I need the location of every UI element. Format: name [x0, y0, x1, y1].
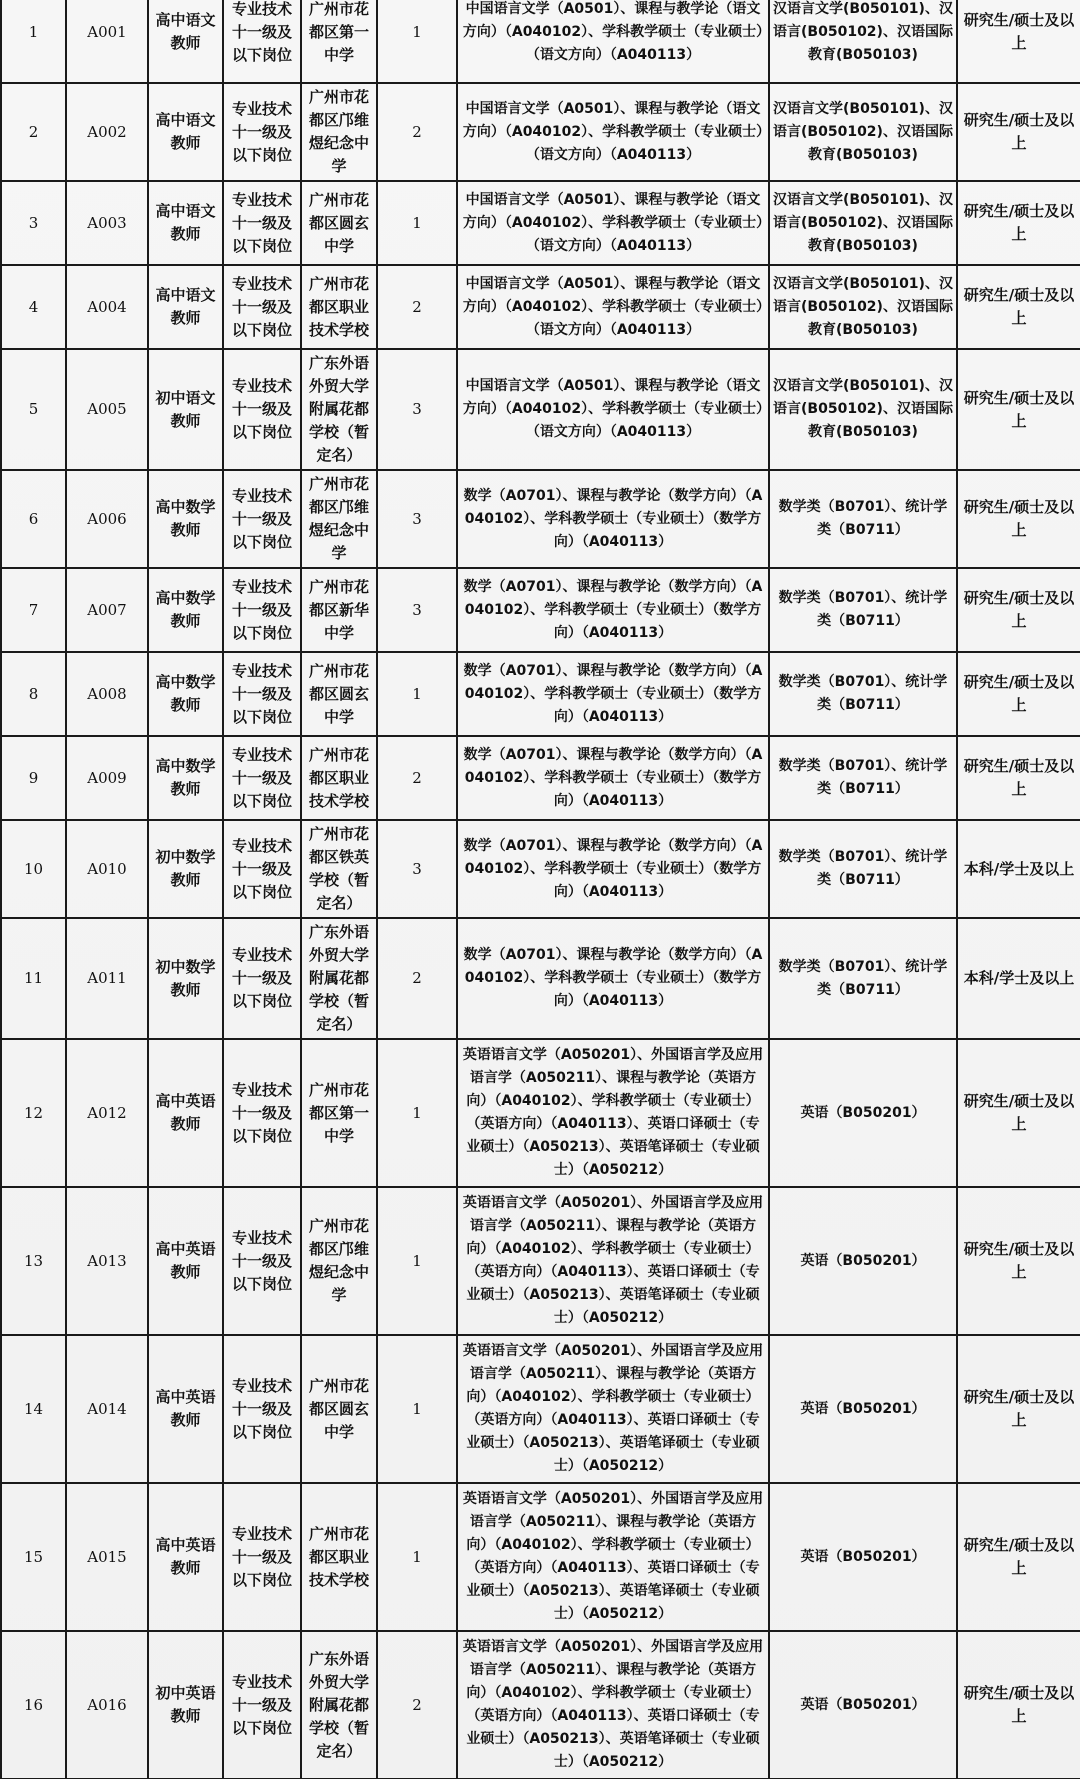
position-code-cell: A009 [66, 736, 148, 820]
school-name-cell: 广州市花都区圆玄中学 [301, 181, 377, 265]
row-number-cell: 16 [1, 1631, 66, 1779]
postgraduate-major-cell: 数学（A0701）、课程与教学论（数学方向）（A040102）、学科教学硕士（专业硕士）（数学方向）（A040113） [457, 820, 769, 918]
postgraduate-major-cell: 数学（A0701）、课程与教学论（数学方向）（A040102）、学科教学硕士（专业硕士）（数学方向）（A040113） [457, 568, 769, 652]
table-row [1, 349, 1080, 470]
degree-requirement-cell: 研究生/硕士及以上 [957, 181, 1080, 265]
row-number-cell: 9 [1, 736, 66, 820]
degree-requirement-cell: 研究生/硕士及以上 [957, 568, 1080, 652]
postgraduate-major-cell: 英语语言文学（A050201）、外国语言学及应用语言学（A050211）、课程与教学论（英语方向）（A040102）、学科教学硕士（专业硕士）（英语方向）（A040113）、英语口译硕士（专业硕士）（A050213）、英语笔译硕士（专业硕士）（A050212） [457, 1039, 769, 1187]
undergraduate-major-cell: 数学类（B0701）、统计学类（B0711） [769, 736, 957, 820]
position-level-cell: 专业技术十一级及以下岗位 [223, 736, 301, 820]
row-number-cell: 10 [1, 820, 66, 918]
position-name-cell: 高中数学教师 [148, 470, 223, 568]
undergraduate-major-cell: 数学类（B0701）、统计学类（B0711） [769, 470, 957, 568]
table-row [1, 181, 1080, 265]
hiring-count-cell: 1 [377, 1335, 457, 1483]
degree-requirement-cell: 研究生/硕士及以上 [957, 349, 1080, 470]
position-level-cell: 专业技术十一级及以下岗位 [223, 1039, 301, 1187]
row-number-cell: 5 [1, 349, 66, 470]
position-code-cell: A012 [66, 1039, 148, 1187]
position-name-cell: 高中英语教师 [148, 1187, 223, 1335]
row-number-cell: 7 [1, 568, 66, 652]
school-name-cell: 广东外语外贸大学附属花都学校（暂定名） [301, 918, 377, 1039]
row-number-cell: 8 [1, 652, 66, 736]
position-code-cell: A003 [66, 181, 148, 265]
postgraduate-major-cell: 中国语言文学（A0501）、课程与教学论（语文方向）（A040102）、学科教学硕士（专业硕士）（语文方向）（A040113） [457, 0, 769, 83]
undergraduate-major-cell: 英语（B050201） [769, 1483, 957, 1631]
position-name-cell: 高中英语教师 [148, 1039, 223, 1187]
school-name-cell: 广州市花都区邝维煜纪念中学 [301, 470, 377, 568]
postgraduate-major-cell: 英语语言文学（A050201）、外国语言学及应用语言学（A050211）、课程与教学论（英语方向）（A040102）、学科教学硕士（专业硕士）（英语方向）（A040113）、英语口译硕士（专业硕士）（A050213）、英语笔译硕士（专业硕士）（A050212） [457, 1483, 769, 1631]
hiring-count-cell: 1 [377, 181, 457, 265]
position-code-cell: A010 [66, 820, 148, 918]
position-name-cell: 高中语文教师 [148, 83, 223, 181]
position-level-cell: 专业技术十一级及以下岗位 [223, 918, 301, 1039]
table-row [1, 83, 1080, 181]
school-name-cell: 广州市花都区第一中学 [301, 0, 377, 83]
school-name-cell: 广州市花都区邝维煜纪念中学 [301, 1187, 377, 1335]
row-number-cell: 13 [1, 1187, 66, 1335]
position-level-cell: 专业技术十一级及以下岗位 [223, 181, 301, 265]
row-number-cell: 15 [1, 1483, 66, 1631]
position-level-cell: 专业技术十一级及以下岗位 [223, 470, 301, 568]
position-level-cell: 专业技术十一级及以下岗位 [223, 1187, 301, 1335]
table-row [1, 470, 1080, 568]
postgraduate-major-cell: 英语语言文学（A050201）、外国语言学及应用语言学（A050211）、课程与教学论（英语方向）（A040102）、学科教学硕士（专业硕士）（英语方向）（A040113）、英语口译硕士（专业硕士）（A050213）、英语笔译硕士（专业硕士）（A050212） [457, 1187, 769, 1335]
position-code-cell: A015 [66, 1483, 148, 1631]
position-name-cell: 初中数学教师 [148, 820, 223, 918]
position-code-cell: A014 [66, 1335, 148, 1483]
undergraduate-major-cell: 数学类（B0701）、统计学类（B0711） [769, 652, 957, 736]
undergraduate-major-cell: 英语（B050201） [769, 1631, 957, 1779]
postgraduate-major-cell: 中国语言文学（A0501）、课程与教学论（语文方向）（A040102）、学科教学硕士（专业硕士）（语文方向）（A040113） [457, 181, 769, 265]
school-name-cell: 广州市花都区职业技术学校 [301, 265, 377, 349]
row-number-cell: 4 [1, 265, 66, 349]
position-name-cell: 初中数学教师 [148, 918, 223, 1039]
table-row [1, 1483, 1080, 1631]
hiring-count-cell: 2 [377, 918, 457, 1039]
postgraduate-major-cell: 中国语言文学（A0501）、课程与教学论（语文方向）（A040102）、学科教学硕士（专业硕士）（语文方向）（A040113） [457, 349, 769, 470]
row-number-cell: 1 [1, 0, 66, 83]
undergraduate-major-cell: 数学类（B0701）、统计学类（B0711） [769, 918, 957, 1039]
position-level-cell: 专业技术十一级及以下岗位 [223, 568, 301, 652]
hiring-count-cell: 1 [377, 0, 457, 83]
row-number-cell: 6 [1, 470, 66, 568]
hiring-count-cell: 3 [377, 470, 457, 568]
row-number-cell: 11 [1, 918, 66, 1039]
row-number-cell: 3 [1, 181, 66, 265]
position-code-cell: A006 [66, 470, 148, 568]
undergraduate-major-cell: 汉语言文学(B050101)、汉语言(B050102)、汉语国际教育(B050103) [769, 0, 957, 83]
table-row [1, 0, 1080, 83]
degree-requirement-cell: 研究生/硕士及以上 [957, 1187, 1080, 1335]
hiring-count-cell: 2 [377, 1631, 457, 1779]
position-name-cell: 初中英语教师 [148, 1631, 223, 1779]
table-row [1, 918, 1080, 1039]
hiring-count-cell: 2 [377, 83, 457, 181]
school-name-cell: 广州市花都区职业技术学校 [301, 1483, 377, 1631]
degree-requirement-cell: 本科/学士及以上 [957, 918, 1080, 1039]
position-name-cell: 高中数学教师 [148, 652, 223, 736]
hiring-count-cell: 1 [377, 1187, 457, 1335]
postgraduate-major-cell: 数学（A0701）、课程与教学论（数学方向）（A040102）、学科教学硕士（专业硕士）（数学方向）（A040113） [457, 918, 769, 1039]
position-name-cell: 高中语文教师 [148, 265, 223, 349]
school-name-cell: 广州市花都区圆玄中学 [301, 1335, 377, 1483]
undergraduate-major-cell: 英语（B050201） [769, 1039, 957, 1187]
postgraduate-major-cell: 数学（A0701）、课程与教学论（数学方向）（A040102）、学科教学硕士（专业硕士）（数学方向）（A040113） [457, 470, 769, 568]
undergraduate-major-cell: 英语（B050201） [769, 1335, 957, 1483]
postgraduate-major-cell: 中国语言文学（A0501）、课程与教学论（语文方向）（A040102）、学科教学硕士（专业硕士）（语文方向）（A040113） [457, 83, 769, 181]
school-name-cell: 广州市花都区新华中学 [301, 568, 377, 652]
table-row [1, 568, 1080, 652]
row-number-cell: 2 [1, 83, 66, 181]
position-name-cell: 高中英语教师 [148, 1483, 223, 1631]
undergraduate-major-cell: 汉语言文学(B050101)、汉语言(B050102)、汉语国际教育(B050103) [769, 349, 957, 470]
degree-requirement-cell: 研究生/硕士及以上 [957, 652, 1080, 736]
table-row [1, 1335, 1080, 1483]
position-level-cell: 专业技术十一级及以下岗位 [223, 265, 301, 349]
undergraduate-major-cell: 英语（B050201） [769, 1187, 957, 1335]
row-number-cell: 12 [1, 1039, 66, 1187]
position-code-cell: A008 [66, 652, 148, 736]
table-row [1, 265, 1080, 349]
position-level-cell: 专业技术十一级及以下岗位 [223, 349, 301, 470]
school-name-cell: 广东外语外贸大学附属花都学校（暂定名） [301, 349, 377, 470]
row-number-cell: 14 [1, 1335, 66, 1483]
postgraduate-major-cell: 英语语言文学（A050201）、外国语言学及应用语言学（A050211）、课程与教学论（英语方向）（A040102）、学科教学硕士（专业硕士）（英语方向）（A040113）、英语口译硕士（专业硕士）（A050213）、英语笔译硕士（专业硕士）（A050212） [457, 1335, 769, 1483]
postgraduate-major-cell: 中国语言文学（A0501）、课程与教学论（语文方向）（A040102）、学科教学硕士（专业硕士）（语文方向）（A040113） [457, 265, 769, 349]
hiring-count-cell: 3 [377, 568, 457, 652]
position-code-cell: A002 [66, 83, 148, 181]
table-row [1, 1187, 1080, 1335]
school-name-cell: 广东外语外贸大学附属花都学校（暂定名） [301, 1631, 377, 1779]
postgraduate-major-cell: 英语语言文学（A050201）、外国语言学及应用语言学（A050211）、课程与教学论（英语方向）（A040102）、学科教学硕士（专业硕士）（英语方向）（A040113）、英语口译硕士（专业硕士）（A050213）、英语笔译硕士（专业硕士）（A050212） [457, 1631, 769, 1779]
position-code-cell: A005 [66, 349, 148, 470]
hiring-count-cell: 1 [377, 1039, 457, 1187]
postgraduate-major-cell: 数学（A0701）、课程与教学论（数学方向）（A040102）、学科教学硕士（专业硕士）（数学方向）（A040113） [457, 652, 769, 736]
position-code-cell: A011 [66, 918, 148, 1039]
degree-requirement-cell: 研究生/硕士及以上 [957, 470, 1080, 568]
position-level-cell: 专业技术十一级及以下岗位 [223, 1483, 301, 1631]
position-level-cell: 专业技术十一级及以下岗位 [223, 1631, 301, 1779]
postgraduate-major-cell: 数学（A0701）、课程与教学论（数学方向）（A040102）、学科教学硕士（专业硕士）（数学方向）（A040113） [457, 736, 769, 820]
school-name-cell: 广州市花都区职业技术学校 [301, 736, 377, 820]
undergraduate-major-cell: 汉语言文学(B050101)、汉语言(B050102)、汉语国际教育(B050103) [769, 83, 957, 181]
position-code-cell: A007 [66, 568, 148, 652]
degree-requirement-cell: 本科/学士及以上 [957, 820, 1080, 918]
undergraduate-major-cell: 数学类（B0701）、统计学类（B0711） [769, 820, 957, 918]
position-level-cell: 专业技术十一级及以下岗位 [223, 1335, 301, 1483]
table-row [1, 736, 1080, 820]
undergraduate-major-cell: 汉语言文学(B050101)、汉语言(B050102)、汉语国际教育(B050103) [769, 181, 957, 265]
position-level-cell: 专业技术十一级及以下岗位 [223, 820, 301, 918]
position-name-cell: 高中语文教师 [148, 181, 223, 265]
degree-requirement-cell: 研究生/硕士及以上 [957, 265, 1080, 349]
position-name-cell: 高中语文教师 [148, 0, 223, 83]
degree-requirement-cell: 研究生/硕士及以上 [957, 83, 1080, 181]
table-row [1, 1039, 1080, 1187]
degree-requirement-cell: 研究生/硕士及以上 [957, 736, 1080, 820]
undergraduate-major-cell: 汉语言文学(B050101)、汉语言(B050102)、汉语国际教育(B050103) [769, 265, 957, 349]
position-level-cell: 专业技术十一级及以下岗位 [223, 652, 301, 736]
hiring-count-cell: 1 [377, 652, 457, 736]
school-name-cell: 广州市花都区第一中学 [301, 1039, 377, 1187]
hiring-count-cell: 3 [377, 820, 457, 918]
position-name-cell: 初中语文教师 [148, 349, 223, 470]
school-name-cell: 广州市花都区邝维煜纪念中学 [301, 83, 377, 181]
position-code-cell: A016 [66, 1631, 148, 1779]
school-name-cell: 广州市花都区圆玄中学 [301, 652, 377, 736]
degree-requirement-cell: 研究生/硕士及以上 [957, 0, 1080, 83]
position-code-cell: A004 [66, 265, 148, 349]
table-row [1, 820, 1080, 918]
position-level-cell: 专业技术十一级及以下岗位 [223, 0, 301, 83]
hiring-count-cell: 2 [377, 265, 457, 349]
hiring-count-cell: 3 [377, 349, 457, 470]
hiring-count-cell: 2 [377, 736, 457, 820]
degree-requirement-cell: 研究生/硕士及以上 [957, 1483, 1080, 1631]
table-row [1, 1631, 1080, 1779]
position-name-cell: 高中英语教师 [148, 1335, 223, 1483]
position-name-cell: 高中数学教师 [148, 736, 223, 820]
degree-requirement-cell: 研究生/硕士及以上 [957, 1039, 1080, 1187]
degree-requirement-cell: 研究生/硕士及以上 [957, 1335, 1080, 1483]
table-body [1, 0, 1080, 1779]
position-level-cell: 专业技术十一级及以下岗位 [223, 83, 301, 181]
hiring-count-cell: 1 [377, 1483, 457, 1631]
position-code-cell: A001 [66, 0, 148, 83]
position-name-cell: 高中数学教师 [148, 568, 223, 652]
table-row [1, 652, 1080, 736]
school-name-cell: 广州市花都区铁英学校（暂定名） [301, 820, 377, 918]
undergraduate-major-cell: 数学类（B0701）、统计学类（B0711） [769, 568, 957, 652]
degree-requirement-cell: 研究生/硕士及以上 [957, 1631, 1080, 1779]
position-code-cell: A013 [66, 1187, 148, 1335]
